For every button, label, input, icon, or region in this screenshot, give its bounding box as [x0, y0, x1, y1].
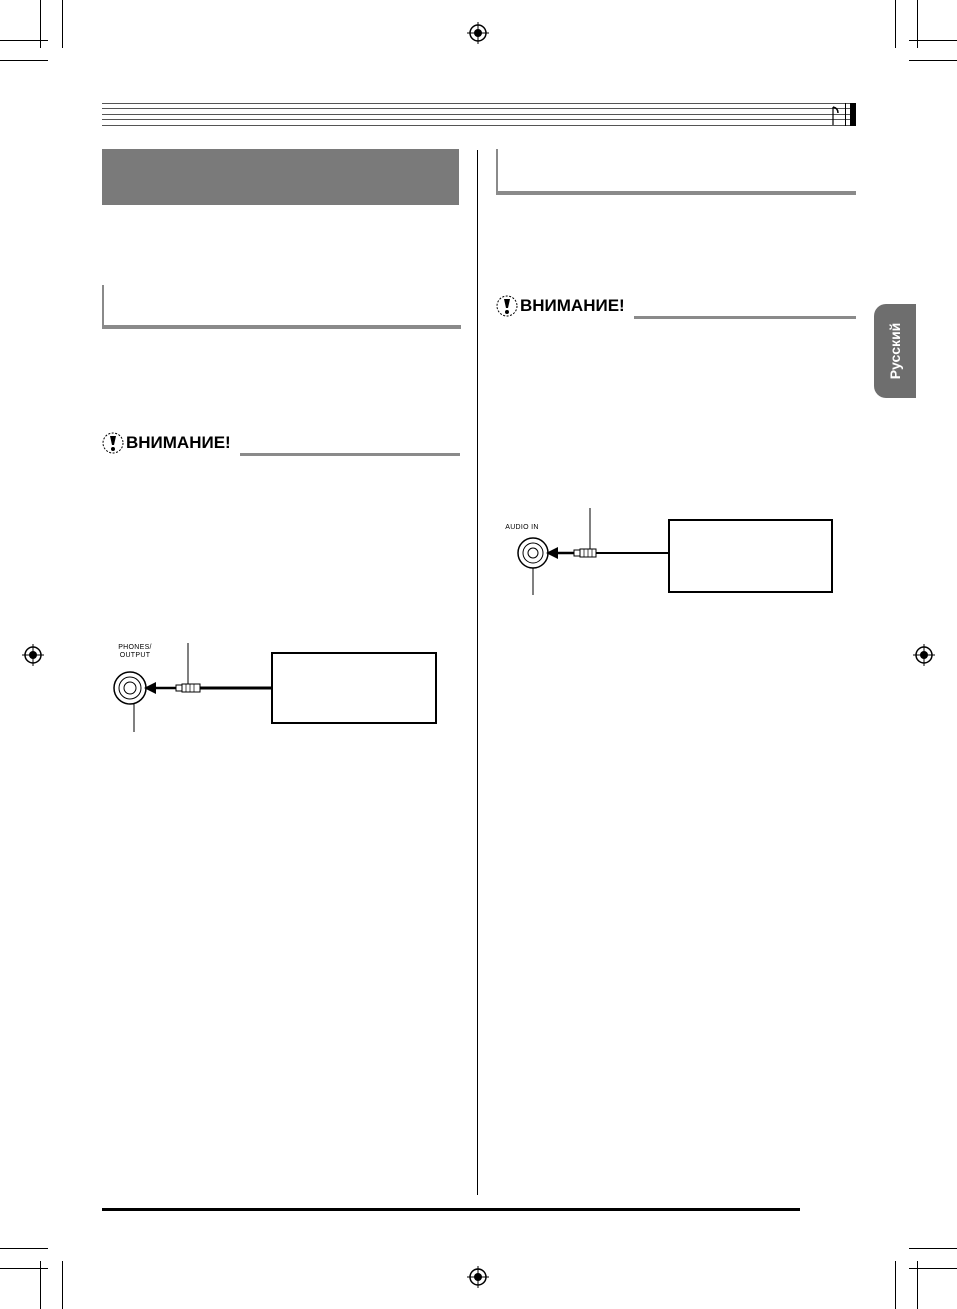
crop-mark [40, 1261, 41, 1309]
music-note-icon [830, 105, 840, 125]
caution-header [102, 432, 460, 458]
crop-mark [0, 60, 48, 61]
column-divider [477, 150, 478, 1195]
subsection-header [102, 285, 461, 329]
crop-mark [62, 1261, 63, 1309]
external-device-box [271, 652, 437, 724]
crop-mark [895, 1261, 896, 1309]
crop-mark [917, 1261, 918, 1309]
caution-label: ВНИМАНИЕ! [520, 296, 625, 315]
caution-header [496, 295, 856, 321]
crop-mark [917, 0, 918, 48]
crop-mark [62, 0, 63, 48]
language-tab [874, 304, 916, 398]
registration-mark-icon [22, 644, 44, 666]
jack-label: AUDIO IN [505, 524, 539, 531]
subsection-header [496, 149, 856, 195]
connection-diagram-audio-in [500, 505, 840, 605]
registration-mark-icon [467, 22, 489, 44]
caution-label: ВНИМАНИЕ! [126, 433, 231, 452]
crop-mark [0, 1248, 48, 1249]
registration-mark-icon [467, 1266, 489, 1288]
jack-label: PHONES/ OUTPUT [118, 644, 152, 659]
crop-mark [909, 1248, 957, 1249]
caution-exclamation-icon [102, 432, 124, 454]
external-device-box [668, 519, 833, 593]
connection-diagram-phones [100, 640, 440, 740]
caution-exclamation-icon [496, 295, 518, 317]
footer-rule [102, 1208, 800, 1211]
registration-mark-icon [913, 644, 935, 666]
crop-mark [895, 0, 896, 48]
crop-mark [40, 0, 41, 48]
section-header-box [102, 149, 459, 205]
crop-mark [909, 60, 957, 61]
music-staff-header [102, 103, 850, 125]
language-tab-label: Русский [887, 322, 903, 380]
